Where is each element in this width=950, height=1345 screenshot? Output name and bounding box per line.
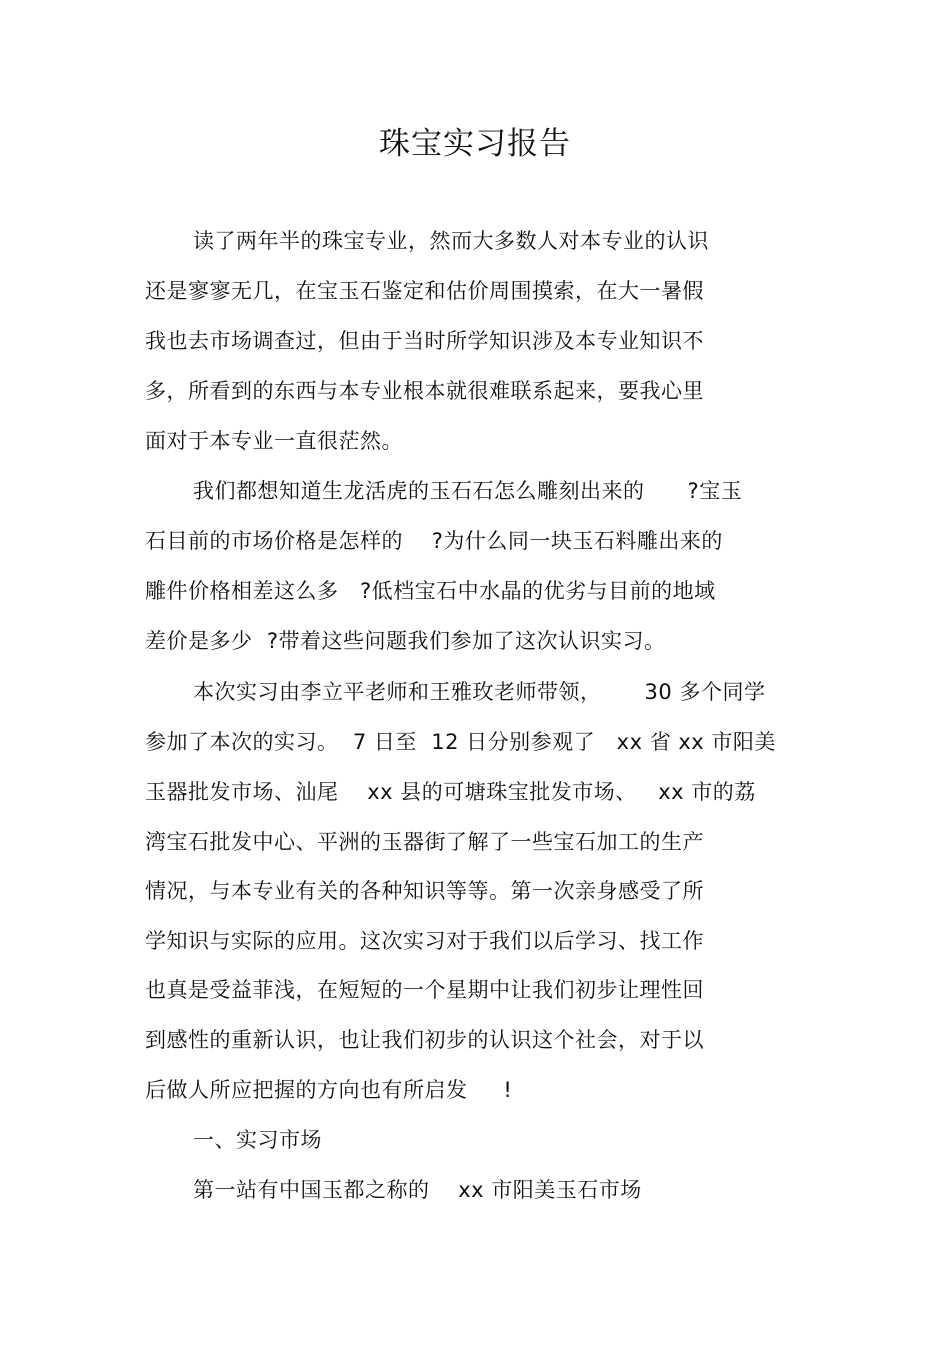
- paragraph-line: 差价是多少 ?带着这些问题我们参加了这次认识实习。: [145, 629, 666, 653]
- paragraph-line: 第一站有中国玉都之称的 xx 市阳美玉石市场: [193, 1178, 642, 1202]
- document-title: 珠宝实习报告: [379, 126, 571, 162]
- section-heading: 一、实习市场: [193, 1128, 322, 1152]
- paragraph-line: 雕件价格相差这么多 ?低档宝石中水晶的优劣与目前的地域: [145, 579, 716, 603]
- paragraph-line: 读了两年半的珠宝专业，然而大多数人对本专业的认识: [193, 229, 709, 253]
- paragraph-line: 后做人所应把握的方向也有所启发 !: [145, 1078, 513, 1102]
- paragraph-line: 情况，与本专业有关的各种知识等等。第一次亲身感受了所: [145, 879, 704, 903]
- paragraph-line: 石目前的市场价格是怎样的 ?为什么同一块玉石料雕出来的: [145, 529, 723, 553]
- paragraph-line: 湾宝石批发中心、平洲的玉器街了解了一些宝石加工的生产: [145, 830, 704, 854]
- paragraph-line: 我也去市场调查过，但由于当时所学知识涉及本专业知识不: [145, 329, 704, 353]
- paragraph-line: 我们都想知道生龙活虎的玉石石怎么雕刻出来的 ?宝玉: [193, 479, 743, 503]
- paragraph-line: 本次实习由李立平老师和王雅玫老师带领， 30 多个同学: [193, 680, 766, 704]
- paragraph-line: 到感性的重新认识，也让我们初步的认识这个社会，对于以: [145, 1028, 704, 1052]
- paragraph-line: 多，所看到的东西与本专业根本就很难联系起来，要我心里: [145, 379, 704, 403]
- paragraph-line: 学知识与实际的应用。这次实习对于我们以后学习、找工作: [145, 929, 704, 953]
- paragraph-line: 参加了本次的实习。 7 日至 12 日分别参观了 xx 省 xx 市阳美: [145, 730, 776, 754]
- paragraph-line: 玉器批发市场、汕尾 xx 县的可塘珠宝批发市场、 xx 市的荔: [145, 780, 756, 804]
- paragraph-line: 也真是受益菲浅，在短短的一个星期中让我们初步让理性回: [145, 978, 704, 1002]
- paragraph-line: 面对于本专业一直很茫然。: [145, 429, 403, 453]
- paragraph-line: 还是寥寥无几，在宝玉石鉴定和估价周围摸索，在大一暑假: [145, 279, 704, 303]
